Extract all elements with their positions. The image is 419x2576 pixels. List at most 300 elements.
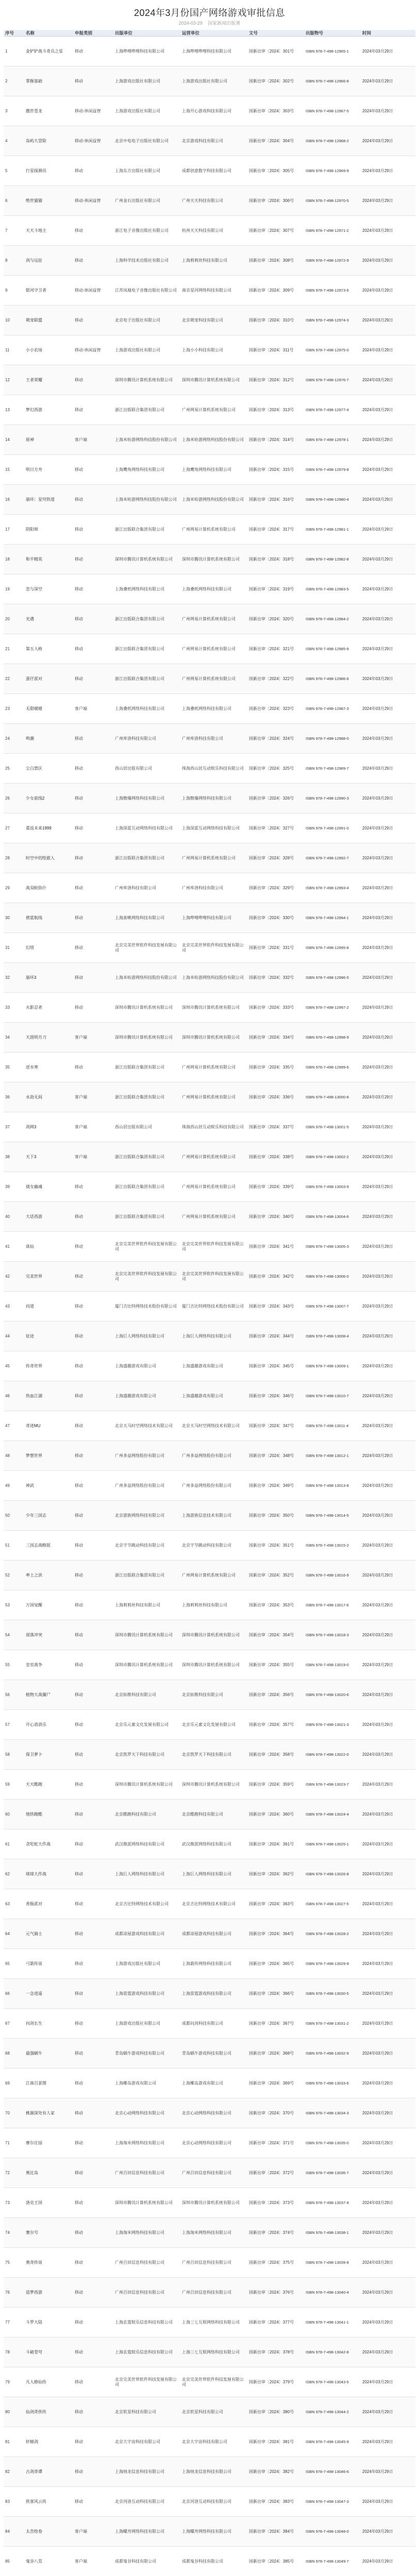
cell-approval-no: 国新出审〔2024〕359号 [247, 1770, 304, 1800]
cell-name: 热血江湖 [24, 1381, 73, 1411]
table-row [4, 1620, 415, 1650]
cell-category: 移动 [73, 2278, 113, 2308]
cell-date: 2024年03月29日 [361, 485, 415, 515]
cell-category: 移动-休闲益智 [73, 126, 113, 156]
cell-category: 移动 [73, 1800, 113, 1829]
cell-publisher: 上海雷霆游戏科技有限公司 [113, 1979, 180, 2009]
cell-approval-no: 国新出审〔2024〕347号 [247, 1411, 304, 1441]
cell-isbn: ISBN 978-7-498-12987-3 [304, 694, 361, 724]
cell-approval-no: 国新出审〔2024〕376号 [247, 2278, 304, 2308]
table-row [4, 2397, 415, 2427]
cell-date: 2024年03月29日 [361, 1590, 415, 1620]
cell-publisher: 上海米哈游网络科技股份有限公司 [113, 485, 180, 515]
cell-isbn: ISBN 978-7-498-12994-1 [304, 903, 361, 933]
table-row [4, 2367, 415, 2397]
cell-index: 16 [4, 485, 24, 515]
cell-operator: 广州网易计算机系统有限公司 [180, 1202, 247, 1232]
cell-category: 移动 [73, 2337, 113, 2367]
table-row [4, 724, 415, 754]
cell-operator: 上海哔哩哔哩科技有限公司 [180, 903, 247, 933]
cell-approval-no: 国新出审〔2024〕356号 [247, 1680, 304, 1710]
cell-publisher: 浙江出版联合集团有限公司 [113, 1053, 180, 1082]
cell-date: 2024年03月29日 [361, 1770, 415, 1800]
cell-approval-no: 国新出审〔2024〕323号 [247, 694, 304, 724]
cell-publisher: 北京完美世界软件科技发展有限公司 [113, 1232, 180, 1262]
cell-publisher: 浙江出版联合集团有限公司 [113, 1561, 180, 1590]
cell-category: 移动 [73, 664, 113, 694]
cell-operator: 广州百田信息科技有限公司 [180, 2158, 247, 2188]
cell-isbn: ISBN 978-7-498-13013-8 [304, 1471, 361, 1501]
cell-operator: 深圳市腾讯计算机系统有限公司 [180, 1620, 247, 1650]
cell-approval-no: 国新出审〔2024〕319号 [247, 574, 304, 604]
cell-date: 2024年03月29日 [361, 306, 415, 335]
cell-name: 天下3 [24, 1142, 73, 1172]
cell-date: 2024年03月29日 [361, 2069, 415, 2098]
cell-category: 移动 [73, 515, 113, 545]
cell-operator: 广州网易计算机系统有限公司 [180, 1053, 247, 1082]
cell-name: 永劫无间 [24, 1082, 73, 1112]
cell-date: 2024年03月29日 [361, 1710, 415, 1740]
cell-operator: 北京游戏科技有限公司 [180, 126, 247, 156]
cell-index: 14 [4, 425, 24, 455]
cell-category: 移动 [73, 1321, 113, 1351]
cell-category: 移动 [73, 604, 113, 634]
table-row [4, 1053, 415, 1082]
cell-publisher: 浙江出版联合集团有限公司 [113, 515, 180, 545]
cell-isbn: ISBN 978-7-498-13037-4 [304, 2188, 361, 2218]
cell-category: 移动 [73, 1053, 113, 1082]
cell-name: 三国志战略版 [24, 1531, 73, 1561]
cell-category: 移动 [73, 2069, 113, 2098]
cell-operator: 深圳市腾讯计算机系统有限公司 [180, 365, 247, 395]
cell-approval-no: 国新出审〔2024〕349号 [247, 1471, 304, 1501]
cell-operator: 北京萌宠科技有限公司 [180, 306, 247, 335]
table-row [4, 1889, 415, 1919]
cell-operator: 广州网易计算机系统有限公司 [180, 843, 247, 873]
cell-name: 幻塔 [24, 933, 73, 963]
cell-index: 42 [4, 1262, 24, 1292]
cell-approval-no: 国新出审〔2024〕313号 [247, 395, 304, 425]
cell-operator: 珠海西山居互动娱乐科技有限公司 [180, 1112, 247, 1142]
cell-index: 55 [4, 1650, 24, 1680]
cell-publisher: 深圳市腾讯计算机系统有限公司 [113, 1620, 180, 1650]
cell-publisher: 西山居出版有限公司 [113, 1112, 180, 1142]
cell-index: 28 [4, 843, 24, 873]
cell-category: 客户端 [73, 1142, 113, 1172]
table-row [4, 754, 415, 784]
cell-approval-no: 国新出审〔2024〕344号 [247, 1321, 304, 1351]
cell-isbn: ISBN 978-7-498-12999-6 [304, 1053, 361, 1082]
cell-category: 移动 [73, 2098, 113, 2128]
cell-name: 奇迹MU [24, 1411, 73, 1441]
cell-publisher: 上海叠纸网络科技有限公司 [113, 694, 180, 724]
cell-name: 明日方舟 [24, 455, 73, 485]
cell-approval-no: 国新出审〔2024〕305号 [247, 156, 304, 186]
table-row [4, 1800, 415, 1829]
cell-operator: 上海米哈游网络科技股份有限公司 [180, 485, 247, 515]
cell-publisher: 深圳市腾讯计算机系统有限公司 [113, 2188, 180, 2218]
cell-operator: 上海哔哩哔哩科技有限公司 [180, 37, 247, 66]
cell-operator: 上海莉莉丝科技有限公司 [180, 246, 247, 276]
cell-date: 2024年03月29日 [361, 395, 415, 425]
cell-operator: 广州库洛科技有限公司 [180, 873, 247, 903]
cell-publisher: 北京凯罗天下科技有限公司 [113, 1740, 180, 1770]
cell-date: 2024年03月29日 [361, 1859, 415, 1889]
cell-date: 2024年03月29日 [361, 96, 415, 126]
cell-approval-no: 国新出审〔2024〕373号 [247, 2188, 304, 2218]
cell-date: 2024年03月29日 [361, 126, 415, 156]
cell-approval-no: 国新出审〔2024〕379号 [247, 2367, 304, 2397]
table-row [4, 1202, 415, 1232]
cell-approval-no: 国新出审〔2024〕380号 [247, 2397, 304, 2427]
table-row [4, 814, 415, 843]
table-row [4, 1471, 415, 1501]
cell-operator: 北京大宇宙科技有限公司 [180, 2427, 247, 2457]
cell-name: 桃源深处有人家 [24, 2098, 73, 2128]
cell-date: 2024年03月29日 [361, 2098, 415, 2128]
table-row [4, 1829, 415, 1859]
cell-category: 移动 [73, 933, 113, 963]
cell-publisher: 北京吉比特网络技术有限公司 [113, 1889, 180, 1919]
cell-date: 2024年03月29日 [361, 2128, 415, 2158]
table-row [4, 1142, 415, 1172]
cell-name: 掌握基础 [24, 66, 73, 96]
cell-category: 移动 [73, 1710, 113, 1740]
cell-isbn: ISBN 978-7-498-12978-1 [304, 425, 361, 455]
cell-category: 移动 [73, 306, 113, 335]
cell-category: 移动 [73, 2248, 113, 2278]
cell-category: 移动 [73, 37, 113, 66]
cell-isbn: ISBN 978-7-498-12991-0 [304, 814, 361, 843]
cell-date: 2024年03月29日 [361, 2517, 415, 2547]
table-row [4, 485, 415, 515]
cell-date: 2024年03月29日 [361, 2397, 415, 2427]
cell-isbn: ISBN 978-7-498-13010-7 [304, 1381, 361, 1411]
cell-date: 2024年03月29日 [361, 156, 415, 186]
cell-isbn: ISBN 978-7-498-13048-0 [304, 2517, 361, 2547]
cell-index: 39 [4, 1172, 24, 1202]
cell-date: 2024年03月29日 [361, 2457, 415, 2487]
cell-approval-no: 国新出审〔2024〕345号 [247, 1351, 304, 1381]
cell-operator: 北京心动网络科技有限公司 [180, 2128, 247, 2158]
cell-isbn: ISBN 978-7-498-12997-2 [304, 993, 361, 1023]
cell-approval-no: 国新出审〔2024〕327号 [247, 814, 304, 843]
cell-publisher: 浙江出版联合集团有限公司 [113, 1142, 180, 1172]
cell-category: 移动 [73, 395, 113, 425]
cell-name: 岛屿大冒险 [24, 126, 73, 156]
table-row [4, 784, 415, 814]
cell-operator: 成都问剑科技有限公司 [180, 2009, 247, 2039]
cell-date: 2024年03月29日 [361, 2158, 415, 2188]
cell-operator: 深圳市腾讯计算机系统有限公司 [180, 1023, 247, 1053]
cell-name: 完美世界 [24, 1262, 73, 1292]
cell-category: 移动 [73, 1620, 113, 1650]
cell-date: 2024年03月29日 [361, 1979, 415, 2009]
cell-publisher: 浙江出版联合集团有限公司 [113, 1082, 180, 1112]
cell-approval-no: 国新出审〔2024〕310号 [247, 306, 304, 335]
cell-operator: 上海鹰角网络科技有限公司 [180, 455, 247, 485]
table-row [4, 246, 415, 276]
cell-operator: 北京酷跑科技有限公司 [180, 1800, 247, 1829]
cell-date: 2024年03月29日 [361, 1531, 415, 1561]
cell-category: 移动 [73, 2188, 113, 2218]
cell-approval-no: 国新出审〔2024〕367号 [247, 2009, 304, 2039]
cell-category: 移动 [73, 1232, 113, 1262]
cell-approval-no: 国新出审〔2024〕333号 [247, 993, 304, 1023]
cell-date: 2024年03月29日 [361, 1829, 415, 1859]
cell-operator: 上海雷霆游戏科技有限公司 [180, 1979, 247, 2009]
cell-approval-no: 国新出审〔2024〕315号 [247, 455, 304, 485]
cell-date: 2024年03月29日 [361, 1023, 415, 1053]
cell-date: 2024年03月29日 [361, 186, 415, 216]
header [0, 0, 419, 30]
cell-isbn: ISBN 978-7-498-13004-6 [304, 1202, 361, 1232]
cell-approval-no: 国新出审〔2024〕343号 [247, 1292, 304, 1321]
cell-publisher: 上海盛趣游戏有限公司 [113, 1351, 180, 1381]
cell-date: 2024年03月29日 [361, 814, 415, 843]
cell-approval-no: 国新出审〔2024〕350号 [247, 1501, 304, 1531]
cell-index: 50 [4, 1501, 24, 1531]
table-row [4, 306, 415, 335]
cell-publisher: 上海游戏出版社有限公司 [113, 335, 180, 365]
cell-operator: 上海椰岛游戏有限公司 [180, 2069, 247, 2098]
table-row [4, 1740, 415, 1770]
table-row [4, 1262, 415, 1292]
cell-isbn: ISBN 978-7-498-12968-2 [304, 126, 361, 156]
cell-publisher: 广州多益网络股份有限公司 [113, 1441, 180, 1471]
cell-approval-no: 国新出审〔2024〕307号 [247, 216, 304, 246]
cell-operator: 北京完美世界软件科技发展有限公司 [180, 1232, 247, 1262]
cell-approval-no: 国新出审〔2024〕362号 [247, 1859, 304, 1889]
cell-name: 赛尔号 [24, 2218, 73, 2248]
cell-index: 56 [4, 1680, 24, 1710]
cell-index: 73 [4, 2188, 24, 2218]
cell-isbn: ISBN 978-7-498-12998-9 [304, 1023, 361, 1053]
cell-category: 移动-休闲益智 [73, 335, 113, 365]
table-row [4, 545, 415, 574]
cell-name: 蛋仔派对 [24, 664, 73, 694]
cell-isbn: ISBN 978-7-498-12984-2 [304, 604, 361, 634]
table-row [4, 1321, 415, 1351]
cell-isbn: ISBN 978-7-498-12990-3 [304, 784, 361, 814]
cell-operator: 广州网易计算机系统有限公司 [180, 395, 247, 425]
cell-date: 2024年03月29日 [361, 843, 415, 873]
cell-date: 2024年03月29日 [361, 2337, 415, 2367]
cell-date: 2024年03月29日 [361, 2487, 415, 2517]
table-row [4, 1710, 415, 1740]
cell-category: 移动 [73, 1859, 113, 1889]
cell-category: 移动 [73, 1949, 113, 1979]
cell-date: 2024年03月29日 [361, 1112, 415, 1142]
cell-isbn: ISBN 978-7-498-13005-3 [304, 1232, 361, 1262]
cell-category: 移动 [73, 2367, 113, 2397]
cell-isbn: ISBN 978-7-498-13035-0 [304, 2128, 361, 2158]
cell-isbn: ISBN 978-7-498-13034-3 [304, 2098, 361, 2128]
cell-date: 2024年03月29日 [361, 1620, 415, 1650]
cell-category: 移动 [73, 1829, 113, 1859]
cell-operator: 成都鬼谷科技有限公司 [180, 2547, 247, 2576]
cell-approval-no: 国新出审〔2024〕368号 [247, 2039, 304, 2069]
cell-date: 2024年03月29日 [361, 2308, 415, 2337]
cell-isbn: ISBN 978-7-498-13029-9 [304, 1949, 361, 1979]
cell-index: 81 [4, 2427, 24, 2457]
table-row [4, 1441, 415, 1471]
cell-operator: 上海三七互娱网络科技有限公司 [180, 2308, 247, 2337]
cell-category: 移动 [73, 246, 113, 276]
cell-index: 75 [4, 2248, 24, 2278]
cell-publisher: 上海米哈游网络科技股份有限公司 [113, 425, 180, 455]
cell-date: 2024年03月29日 [361, 1202, 415, 1232]
cell-name: 梦想世界 [24, 1441, 73, 1471]
cell-name: 光遇 [24, 604, 73, 634]
table-wrapper [4, 30, 415, 2576]
cell-approval-no: 国新出审〔2024〕330号 [247, 903, 304, 933]
cell-operator: 广州网易计算机系统有限公司 [180, 1561, 247, 1590]
cell-name: 一念逍遥 [24, 1979, 73, 2009]
cell-isbn: ISBN 978-7-498-13025-1 [304, 1829, 361, 1859]
cell-category: 移动 [73, 1292, 113, 1321]
cell-name: 保卫萝卜 [24, 1740, 73, 1770]
cell-category: 移动 [73, 1202, 113, 1232]
cell-index: 9 [4, 276, 24, 306]
cell-date: 2024年03月29日 [361, 963, 415, 993]
cell-publisher: 北京字节跳动科技有限公司 [113, 1531, 180, 1561]
cell-publisher: 上海游戏出版社有限公司 [113, 1949, 180, 1979]
table-row [4, 1770, 415, 1800]
cell-isbn: ISBN 978-7-498-13045-9 [304, 2427, 361, 2457]
header-col-isbn: 出版物号 [304, 30, 361, 37]
table-row [4, 574, 415, 604]
cell-name: 征途 [24, 1321, 73, 1351]
cell-publisher: 浙江出版联合集团有限公司 [113, 664, 180, 694]
cell-date: 2024年03月29日 [361, 2367, 415, 2397]
cell-category: 移动 [73, 1889, 113, 1919]
cell-name: 鸣潮 [24, 724, 73, 754]
cell-operator: 上海小小科技有限公司 [180, 335, 247, 365]
cell-index: 84 [4, 2517, 24, 2547]
cell-operator: 深圳市腾讯计算机系统有限公司 [180, 1770, 247, 1800]
cell-publisher: 江苏凤凰电子音像出版社有限公司 [113, 276, 180, 306]
cell-index: 22 [4, 664, 24, 694]
cell-isbn: ISBN 978-7-498-12996-5 [304, 963, 361, 993]
cell-index: 57 [4, 1710, 24, 1740]
cell-isbn: ISBN 978-7-498-12970-5 [304, 186, 361, 216]
cell-isbn: ISBN 978-7-498-13022-0 [304, 1740, 361, 1770]
cell-approval-no: 国新出审〔2024〕364号 [247, 1919, 304, 1949]
cell-date: 2024年03月29日 [361, 2547, 415, 2576]
cell-date: 2024年03月29日 [361, 784, 415, 814]
cell-publisher: 武汉微派网络科技有限公司 [113, 1829, 180, 1859]
cell-approval-no: 国新出审〔2024〕309号 [247, 276, 304, 306]
cell-name: 无限暖暖 [24, 694, 73, 724]
table-row [4, 156, 415, 186]
cell-approval-no: 国新出审〔2024〕378号 [247, 2337, 304, 2367]
cell-approval-no: 国新出审〔2024〕303号 [247, 96, 304, 126]
cell-name: 洛克王国 [24, 2188, 73, 2218]
cell-date: 2024年03月29日 [361, 1321, 415, 1351]
cell-index: 49 [4, 1471, 24, 1501]
cell-category: 客户端 [73, 1082, 113, 1112]
cell-isbn: ISBN 978-7-498-13040-4 [304, 2278, 361, 2308]
cell-operator: 上海叠纸网络科技有限公司 [180, 694, 247, 724]
cell-operator: 杭州天天科技有限公司 [180, 216, 247, 246]
table-row [4, 2039, 415, 2069]
cell-category: 移动 [73, 1919, 113, 1949]
cell-approval-no: 国新出审〔2024〕358号 [247, 1740, 304, 1770]
cell-name: 问剑长生 [24, 2009, 73, 2039]
cell-publisher: 浙江出版联合集团有限公司 [113, 604, 180, 634]
cell-publisher: 上海玄霆娱乐信息科技有限公司 [113, 2308, 180, 2337]
cell-approval-no: 国新出审〔2024〕369号 [247, 2069, 304, 2098]
cell-date: 2024年03月29日 [361, 1680, 415, 1710]
cell-category: 移动 [73, 216, 113, 246]
cell-date: 2024年03月29日 [361, 37, 415, 66]
cell-index: 34 [4, 1023, 24, 1053]
cell-category: 移动 [73, 1351, 113, 1381]
cell-name: 崩坏3 [24, 963, 73, 993]
cell-name: 球球大作战 [24, 1859, 73, 1889]
cell-category: 客户端 [73, 1023, 113, 1053]
cell-isbn: ISBN 978-7-498-13033-6 [304, 2069, 361, 2098]
cell-publisher: 厦门吉比特网络技术股份有限公司 [113, 1292, 180, 1321]
cell-date: 2024年03月29日 [361, 1082, 415, 1112]
cell-publisher: 北京完美世界软件科技发展有限公司 [113, 2367, 180, 2397]
cell-publisher: 北京大宇宙科技有限公司 [113, 2427, 180, 2457]
cell-publisher: 上海东方出版社有限公司 [113, 156, 180, 186]
table-row [4, 2218, 415, 2248]
cell-category: 移动 [73, 2397, 113, 2427]
cell-publisher: 北京电子出版社有限公司 [113, 306, 180, 335]
cell-name: 逆水寒 [24, 1053, 73, 1082]
cell-name: 仙剑奇侠传 [24, 2397, 73, 2427]
table-row [4, 1919, 415, 1949]
cell-date: 2024年03月29日 [361, 933, 415, 963]
cell-category: 移动 [73, 2487, 113, 2517]
cell-isbn: ISBN 978-7-498-12989-7 [304, 754, 361, 784]
cell-category: 移动 [73, 1381, 113, 1411]
cell-approval-no: 国新出审〔2024〕316号 [247, 485, 304, 515]
cell-category: 移动 [73, 634, 113, 664]
cell-isbn: ISBN 978-7-498-13027-5 [304, 1889, 361, 1919]
cell-publisher: 北京河洛互动科技有限公司 [113, 2487, 180, 2517]
cell-index: 41 [4, 1232, 24, 1262]
cell-isbn: ISBN 978-7-498-13003-9 [304, 1172, 361, 1202]
cell-approval-no: 国新出审〔2024〕329号 [247, 873, 304, 903]
cell-date: 2024年03月29日 [361, 1740, 415, 1770]
cell-isbn: ISBN 978-7-498-13030-5 [304, 1979, 361, 2009]
cell-name: 萌宠联盟 [24, 306, 73, 335]
cell-category: 移动 [73, 545, 113, 574]
cell-index: 8 [4, 246, 24, 276]
cell-name: 重返未来1999 [24, 814, 73, 843]
cell-approval-no: 国新出审〔2024〕366号 [247, 1979, 304, 2009]
cell-isbn: ISBN 978-7-498-13000-8 [304, 1082, 361, 1112]
cell-publisher: 浙江出版联合集团有限公司 [113, 634, 180, 664]
cell-index: 33 [4, 993, 24, 1023]
cell-operator: 上海莉莉丝科技有限公司 [180, 1590, 247, 1620]
cell-approval-no: 国新出审〔2024〕346号 [247, 1381, 304, 1411]
cell-isbn: ISBN 978-7-498-13017-6 [304, 1590, 361, 1620]
cell-approval-no: 国新出审〔2024〕326号 [247, 784, 304, 814]
cell-isbn: ISBN 978-7-498-13044-2 [304, 2397, 361, 2427]
header-col-operator: 运营单位 [180, 30, 247, 37]
cell-index: 62 [4, 1859, 24, 1889]
cell-approval-no: 国新出审〔2024〕336号 [247, 1082, 304, 1112]
cell-date: 2024年03月29日 [361, 1172, 415, 1202]
cell-operator: 广州网易计算机系统有限公司 [180, 515, 247, 545]
cell-approval-no: 国新出审〔2024〕311号 [247, 335, 304, 365]
cell-approval-no: 国新出审〔2024〕334号 [247, 1023, 304, 1053]
